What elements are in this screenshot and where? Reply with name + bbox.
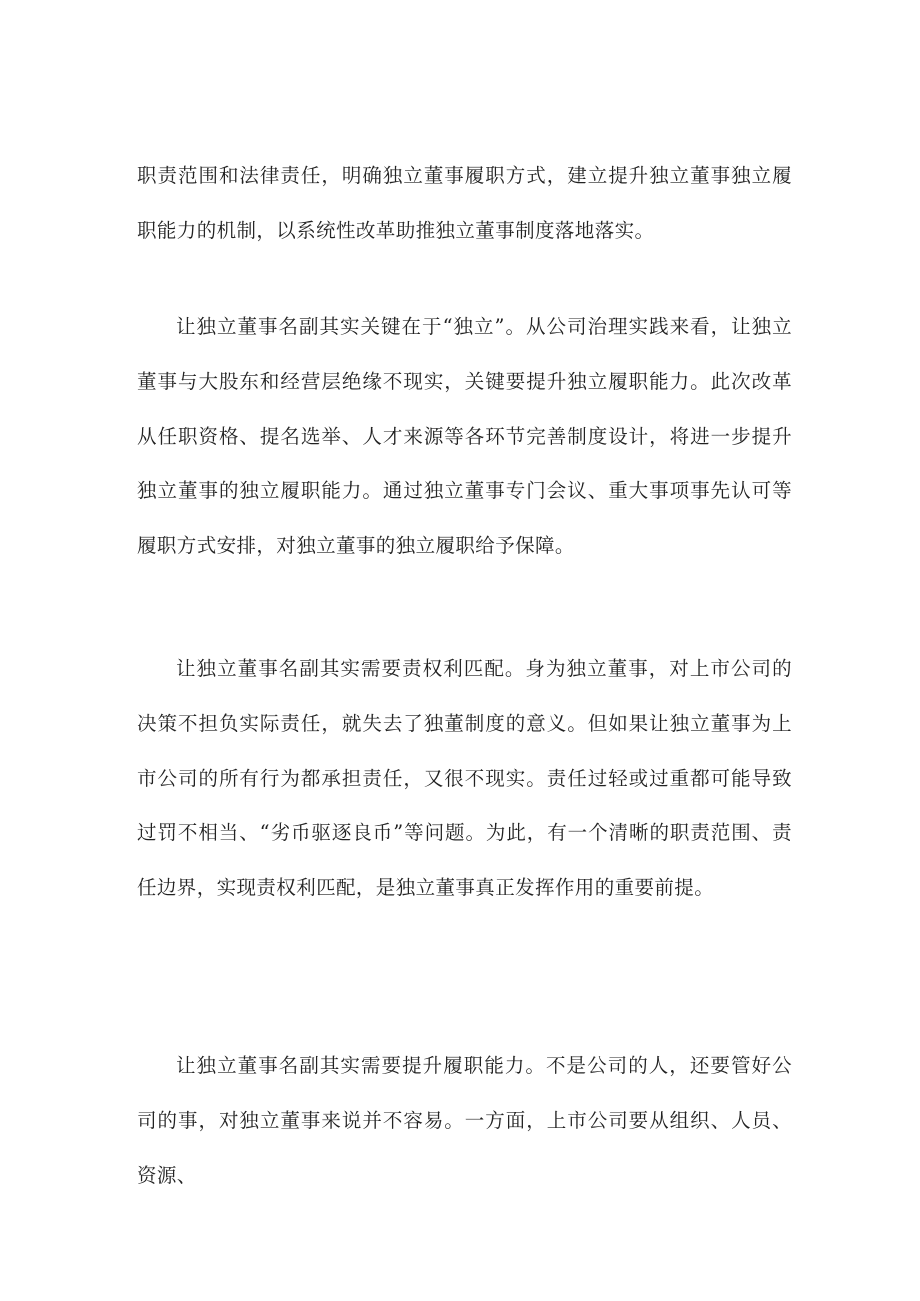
paragraph-text: 让独立董事名副其实需要提升履职能力。不是公司的人，还要管好公司的事，对独立董事来说并不容易。一方面，上市公司要从组织、人员、资源、 (137, 1054, 792, 1187)
paragraph-continuation (137, 149, 792, 259)
paragraph-responsibility (137, 642, 792, 916)
paragraph-independence (137, 300, 792, 574)
paragraph-capability (137, 1039, 792, 1203)
paragraph-text: 让独立董事名副其实关键在于“独立”。从公司治理实践来看，让独立董事与大股东和经营层绝缘不现实，关键要提升独立履职能力。此次改革从任职资格、提名选举、人才来源等各环节完善制度设计，将进一步提升独立董事的独立履职能力。通过独立董事专门会议、重大事项事先认可等履职方式安排，对独立董事的独立履职给予保障。 (137, 315, 792, 558)
paragraph-text: 职责范围和法律责任，明确独立董事履职方式，建立提升独立董事独立履职能力的机制，以系统性改革助推独立董事制度落地落实。 (137, 164, 792, 242)
paragraph-text: 让独立董事名副其实需要责权利匹配。身为独立董事，对上市公司的决策不担负实际责任，就失去了独董制度的意义。但如果让独立董事为上市公司的所有行为都承担责任，又很不现实。责任过轻或过重都可能导致过罚不相当、“劣币驱逐良币”等问题。为此，有一个清晰的职责范围、责任边界，实现责权利匹配，是独立董事真正发挥作用的重要前提。 (137, 657, 792, 900)
